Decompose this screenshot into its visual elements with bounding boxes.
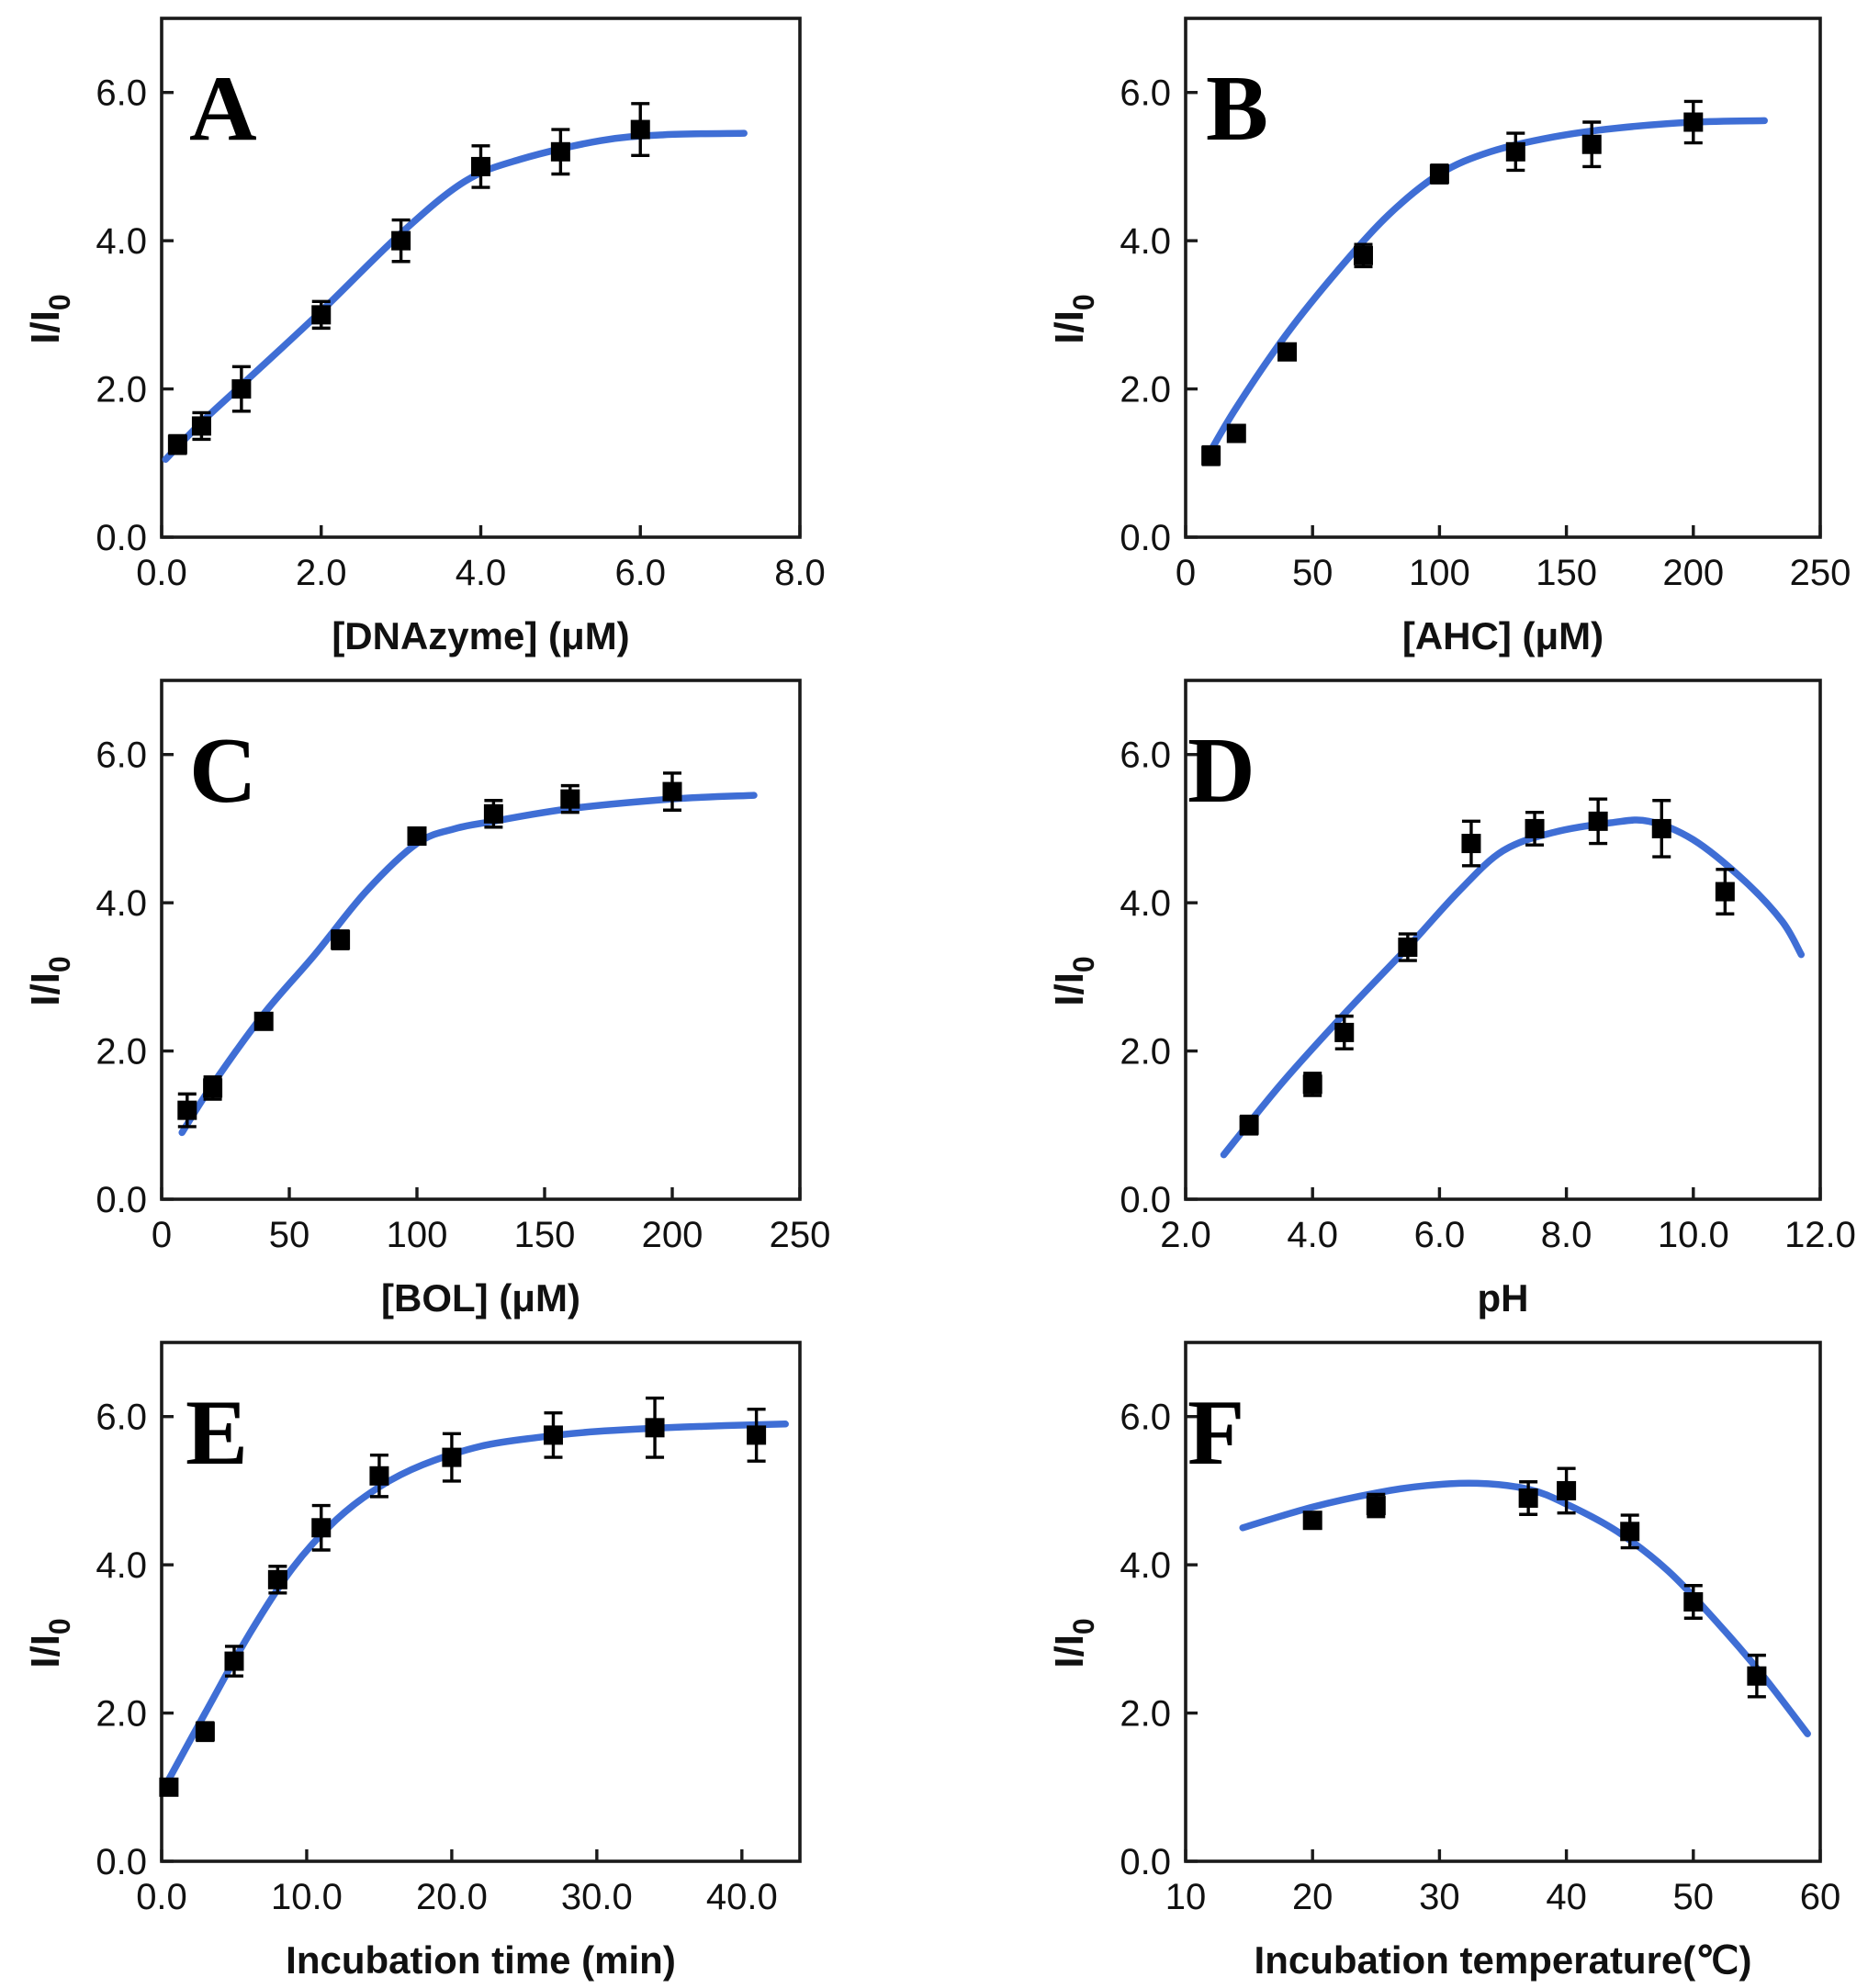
x-tick-label: 8.0 <box>1540 1215 1592 1255</box>
plot-box <box>162 680 800 1199</box>
panel-b <box>934 0 1868 662</box>
curve-path <box>165 133 744 459</box>
panel-e <box>0 1324 934 1986</box>
x-tick-label: 40.0 <box>705 1877 778 1917</box>
y-tick-label: 0.0 <box>1120 1842 1171 1882</box>
y-tick-label: 2.0 <box>96 1693 147 1735</box>
x-tick-label: 0.0 <box>136 1877 187 1917</box>
y-tick-label: 4.0 <box>1120 883 1171 925</box>
square-marker <box>1716 882 1735 902</box>
y-tick-label: 4.0 <box>96 1545 147 1587</box>
panel-f-chart <box>934 1324 1868 1986</box>
fit-curve <box>1206 120 1764 459</box>
x-tick-label: 30 <box>1419 1877 1460 1917</box>
panel-b-chart <box>934 0 1868 662</box>
y-tick-label: 0.0 <box>96 518 147 558</box>
y-tick-label: 4.0 <box>1120 1545 1171 1587</box>
panel-letter: F <box>1187 1381 1245 1485</box>
square-marker <box>1582 135 1602 154</box>
x-tick-label: 30.0 <box>560 1877 633 1917</box>
square-marker <box>1652 819 1671 838</box>
square-marker <box>177 1101 197 1120</box>
x-tick-label: 6.0 <box>1413 1215 1466 1255</box>
panel-letter: D <box>1187 719 1255 823</box>
panel-c-chart <box>0 662 934 1324</box>
square-marker <box>663 782 682 802</box>
x-tick-label: 20 <box>1291 1877 1333 1917</box>
fit-curve <box>1224 820 1802 1155</box>
square-marker <box>203 1078 222 1097</box>
fit-curve <box>164 1424 785 1788</box>
x-tick-label: 8.0 <box>774 553 826 593</box>
square-marker <box>1519 1488 1538 1508</box>
y-tick-label: 6.0 <box>1120 735 1171 776</box>
data-points <box>177 773 681 1127</box>
x-tick-label: 6.0 <box>614 553 667 593</box>
x-tick-label: 2.0 <box>295 553 347 593</box>
square-marker <box>1201 446 1221 466</box>
x-tick-label: 10.0 <box>1657 1215 1729 1255</box>
y-tick-label: 0.0 <box>1120 518 1171 558</box>
square-marker <box>1557 1481 1576 1500</box>
y-axis-title: $I/I_0$ <box>1047 294 1100 344</box>
square-marker <box>1683 1592 1703 1612</box>
x-tick-label: 50 <box>268 1215 310 1255</box>
x-axis-title: [BOL] (μM) <box>381 1276 580 1320</box>
panel-letter: B <box>1206 57 1269 161</box>
square-marker <box>484 804 503 824</box>
y-axis-title: $I/I_0$ <box>1047 956 1100 1006</box>
y-axis-title: $I/I_0$ <box>23 1618 76 1668</box>
y-tick-label: 6.0 <box>1120 73 1171 114</box>
x-tick-label: 250 <box>769 1215 831 1255</box>
square-marker <box>631 120 650 140</box>
square-marker <box>224 1652 243 1671</box>
fit-curve <box>165 133 744 459</box>
x-tick-label: 12.0 <box>1784 1215 1856 1255</box>
square-marker <box>1398 938 1417 957</box>
square-marker <box>1506 142 1525 162</box>
y-tick-label: 0.0 <box>96 1180 147 1220</box>
y-tick-label: 2.0 <box>1120 369 1171 410</box>
square-marker <box>1277 343 1297 362</box>
y-tick-label: 2.0 <box>96 369 147 410</box>
square-marker <box>1589 812 1608 831</box>
panel-c <box>0 662 934 1324</box>
x-tick-label: 100 <box>386 1215 448 1255</box>
x-tick-label: 10 <box>1165 1877 1207 1917</box>
panel-a-chart <box>0 0 934 662</box>
x-tick-label: 200 <box>1662 553 1725 593</box>
square-marker <box>369 1466 388 1486</box>
panel-f <box>934 1324 1868 1986</box>
plot-box <box>1186 18 1820 537</box>
panel-letter: A <box>189 57 257 161</box>
x-tick-label: 100 <box>1409 553 1470 593</box>
square-marker <box>1683 113 1703 132</box>
y-tick-label: 6.0 <box>1120 1397 1171 1438</box>
square-marker <box>1240 1116 1259 1135</box>
square-marker <box>408 826 427 846</box>
fit-curve <box>1243 1483 1807 1734</box>
panel-letter: C <box>189 719 257 823</box>
y-tick-label: 6.0 <box>96 73 147 114</box>
y-tick-label: 2.0 <box>96 1031 147 1073</box>
square-marker <box>159 1778 178 1797</box>
panel-letter: E <box>186 1381 249 1485</box>
curve-path <box>182 795 754 1132</box>
x-axis-title: [DNAzyme] (μM) <box>332 614 630 657</box>
y-tick-label: 2.0 <box>1120 1693 1171 1735</box>
curve-path <box>1243 1483 1807 1734</box>
panel-d <box>934 662 1868 1324</box>
y-axis-title: $I/I_0$ <box>23 956 76 1006</box>
square-marker <box>331 930 350 949</box>
data-points <box>1303 1468 1767 1697</box>
square-marker <box>1620 1522 1639 1541</box>
y-tick-label: 6.0 <box>96 1397 147 1438</box>
data-points <box>1201 101 1703 465</box>
square-marker <box>1354 246 1373 265</box>
x-tick-label: 4.0 <box>1287 1215 1339 1255</box>
plot-box <box>162 1342 800 1861</box>
y-tick-label: 4.0 <box>96 883 147 925</box>
x-tick-label: 50 <box>1672 1877 1715 1917</box>
square-marker <box>1747 1667 1766 1686</box>
square-marker <box>646 1418 665 1437</box>
y-tick-label: 4.0 <box>96 221 147 263</box>
x-tick-label: 50 <box>1291 553 1333 593</box>
square-marker <box>1367 1496 1386 1515</box>
x-axis-title: Incubation temperature(℃) <box>1254 1938 1752 1982</box>
fit-curve <box>182 795 754 1132</box>
square-marker <box>196 1722 215 1741</box>
square-marker <box>231 379 251 399</box>
square-marker <box>192 416 211 435</box>
x-axis-title: Incubation time (min) <box>286 1938 676 1982</box>
square-marker <box>268 1570 287 1589</box>
x-tick-label: 40 <box>1546 1877 1587 1917</box>
data-points <box>1240 799 1735 1135</box>
square-marker <box>1525 819 1545 838</box>
x-tick-label: 0 <box>1175 553 1197 593</box>
square-marker <box>442 1448 461 1467</box>
x-tick-label: 20.0 <box>415 1877 488 1917</box>
x-tick-label: 2.0 <box>1160 1215 1211 1255</box>
square-marker <box>311 1518 331 1537</box>
square-marker <box>1303 1511 1322 1530</box>
plot-box <box>1186 1342 1820 1861</box>
square-marker <box>544 1425 563 1444</box>
x-tick-label: 0.0 <box>136 553 187 593</box>
x-tick-label: 150 <box>513 1215 576 1255</box>
plot-box <box>1186 680 1820 1199</box>
x-tick-label: 10.0 <box>271 1877 343 1917</box>
curve-path <box>1206 120 1764 459</box>
curve-path <box>1224 820 1802 1155</box>
x-tick-label: 250 <box>1789 553 1851 593</box>
square-marker <box>391 231 411 251</box>
square-marker <box>471 157 490 176</box>
y-axis-title: $I/I_0$ <box>1047 1618 1100 1668</box>
x-tick-label: 0 <box>151 1215 173 1255</box>
y-tick-label: 0.0 <box>96 1842 147 1882</box>
x-tick-label: 200 <box>641 1215 703 1255</box>
square-marker <box>747 1425 766 1444</box>
x-axis-title: pH <box>1477 1276 1529 1320</box>
x-axis-title: [AHC] (μM) <box>1401 614 1604 657</box>
x-tick-label: 4.0 <box>455 553 507 593</box>
y-tick-label: 0.0 <box>1120 1180 1171 1220</box>
panel-d-chart <box>934 662 1868 1324</box>
plot-box <box>162 18 800 537</box>
panel-a <box>0 0 934 662</box>
curve-path <box>164 1424 785 1788</box>
y-axis-title: $I/I_0$ <box>23 294 76 344</box>
square-marker <box>551 142 570 162</box>
square-marker <box>168 435 187 455</box>
square-marker <box>311 305 331 324</box>
panel-e-chart <box>0 1324 934 1986</box>
square-marker <box>1430 164 1449 184</box>
y-tick-label: 6.0 <box>96 735 147 776</box>
data-points <box>159 1398 766 1797</box>
square-marker <box>1303 1074 1322 1094</box>
square-marker <box>1227 424 1246 444</box>
square-marker <box>1334 1023 1354 1042</box>
square-marker <box>560 790 580 809</box>
x-tick-label: 150 <box>1536 553 1597 593</box>
square-marker <box>254 1012 274 1031</box>
x-tick-label: 60 <box>1799 1877 1841 1917</box>
y-tick-label: 2.0 <box>1120 1031 1171 1073</box>
y-tick-label: 4.0 <box>1120 221 1171 263</box>
square-marker <box>1461 834 1480 853</box>
